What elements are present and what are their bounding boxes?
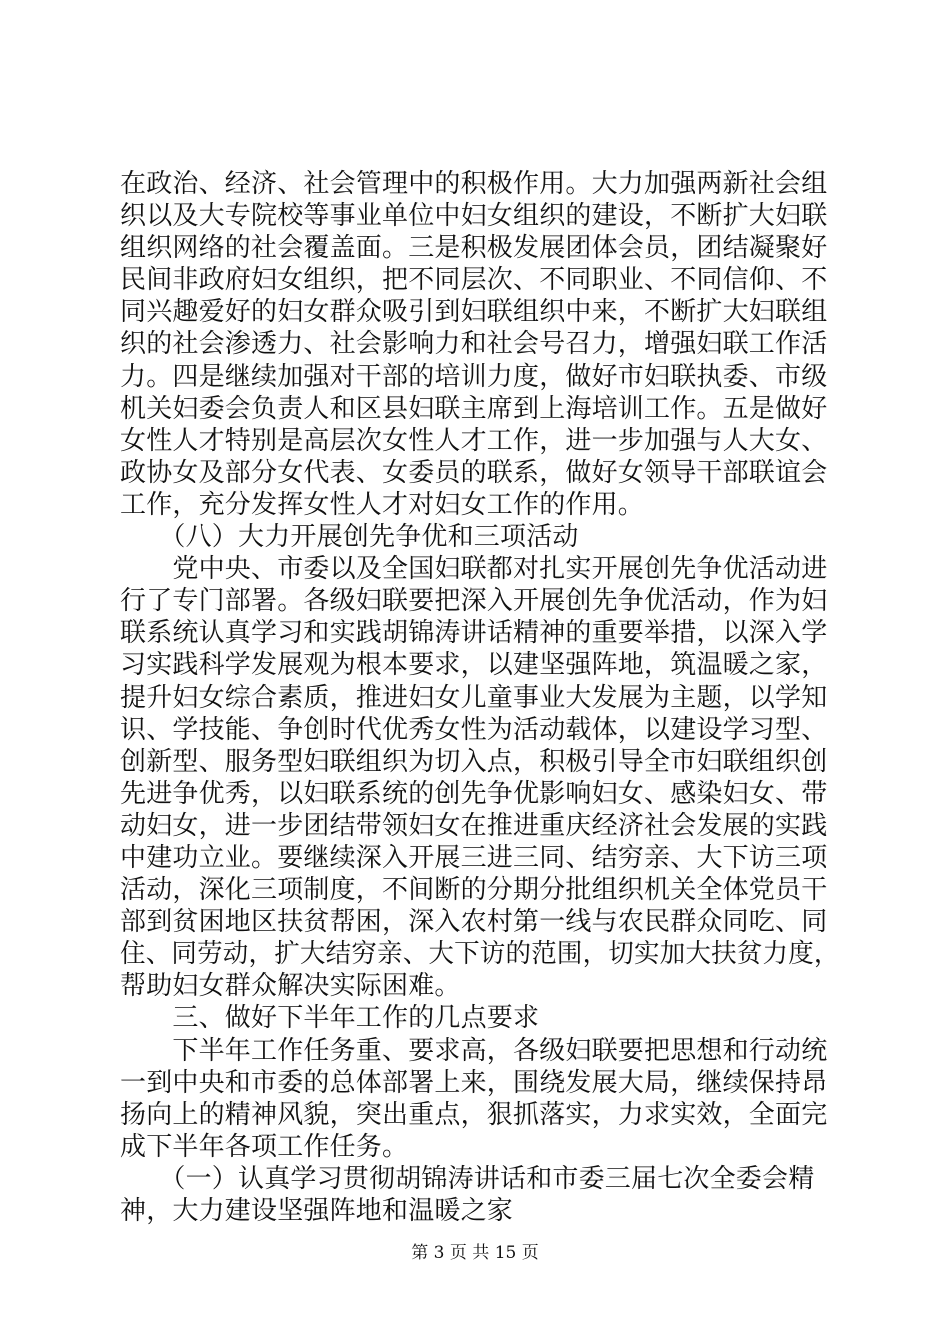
- text-line: 民间非政府妇女组织，把不同层次、不同职业、不同信仰、不: [120, 265, 828, 296]
- text-line: 行了专门部署。各级妇联要把深入开展创先争优活动，作为妇: [120, 586, 828, 617]
- text-line: 识、学技能、争创时代优秀女性为活动载体，以建设学习型、: [120, 714, 828, 745]
- text-line: 同兴趣爱好的妇女群众吸引到妇联组织中来，不断扩大妇联组: [120, 297, 828, 328]
- section-heading: 三、做好下半年工作的几点要求: [120, 1003, 540, 1034]
- text-line: 提升妇女综合素质，推进妇女儿童事业大发展为主题，以学知: [120, 682, 828, 713]
- text-line: 成下半年各项工作任务。: [120, 1131, 409, 1162]
- text-line: 一到中央和市委的总体部署上来，围绕发展大局，继续保持昂: [120, 1067, 828, 1098]
- text-line: 工作，充分发挥女性人才对妇女工作的作用。: [120, 489, 645, 520]
- text-line: 组织网络的社会覆盖面。三是积极发展团体会员，团结凝聚好: [120, 233, 828, 264]
- text-line: 中建功立业。要继续深入开展三进三同、结穷亲、大下访三项: [120, 842, 828, 873]
- text-line: 先进争优秀，以妇联系统的创先争优影响妇女、感染妇女、带: [120, 778, 828, 809]
- text-line: 帮助妇女群众解决实际困难。: [120, 971, 461, 1002]
- text-line: 动妇女，进一步团结带领妇女在推进重庆经济社会发展的实践: [120, 810, 828, 841]
- text-line: 扬向上的精神风貌，突出重点，狠抓落实，力求实效，全面完: [120, 1099, 828, 1130]
- section-heading: （八）大力开展创先争优和三项活动: [120, 522, 579, 553]
- section-heading: （一）认真学习贯彻胡锦涛讲话和市委三届七次全委会精: [120, 1163, 815, 1194]
- text-line: 女性人才特别是高层次女性人才工作，进一步加强与人大女、: [120, 425, 828, 456]
- text-line: 活动，深化三项制度，不间断的分期分批组织机关全体党员干: [120, 875, 828, 906]
- text-line: 力。四是继续加强对干部的培训力度，做好市妇联执委、市级: [120, 361, 828, 392]
- text-line: 联系统认真学习和实践胡锦涛讲话精神的重要举措，以深入学: [120, 618, 828, 649]
- text-line: 创新型、服务型妇联组织为切入点，积极引导全市妇联组织创: [120, 746, 828, 777]
- text-line: 神，大力建设坚强阵地和温暖之家: [120, 1196, 514, 1226]
- text-line: 政协女及部分女代表、女委员的联系，做好女领导干部联谊会: [120, 457, 828, 488]
- body-text: [120, 168, 840, 1227]
- text-line: 在政治、经济、社会管理中的积极作用。大力加强两新社会组: [120, 169, 828, 199]
- text-line: 部到贫困地区扶贫帮困，深入农村第一线与农民群众同吃、同: [120, 907, 828, 938]
- text-line: 党中央、市委以及全国妇联都对扎实开展创先争优活动进: [120, 554, 828, 585]
- text-line: 机关妇委会负责人和区县妇联主席到上海培训工作。五是做好: [120, 393, 828, 424]
- text-line: 下半年工作任务重、要求高，各级妇联要把思想和行动统: [120, 1035, 828, 1066]
- text-line: 织的社会渗透力、社会影响力和社会号召力，增强妇联工作活: [120, 329, 828, 360]
- text-line: 织以及大专院校等事业单位中妇女组织的建设，不断扩大妇联: [120, 201, 828, 232]
- text-line: 习实践科学发展观为根本要求，以建坚强阵地，筑温暖之家，: [120, 650, 828, 681]
- text-line: 住、同劳动，扩大结穷亲、大下访的范围，切实加大扶贫力度，: [120, 939, 840, 970]
- page-number-footer: 第 3 页 共 15 页: [411, 1243, 539, 1263]
